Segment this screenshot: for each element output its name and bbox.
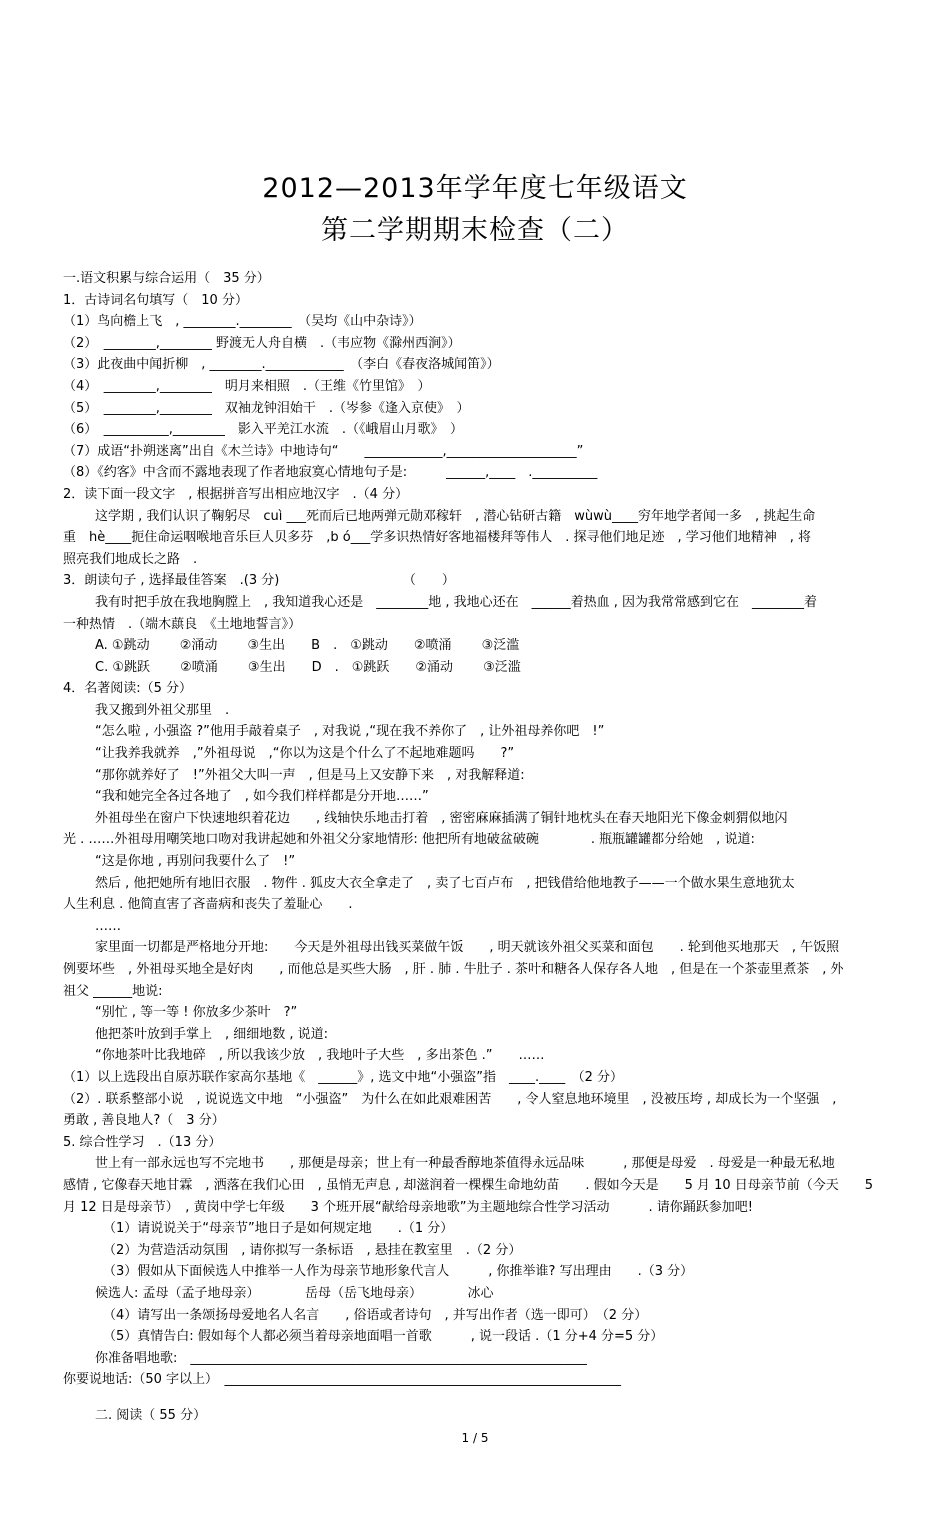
text-line: （2）为营造活动氛围 , 请你拟写一条标语 , 悬挂在教室里 .（2 分） [103, 1242, 522, 1258]
text-line: A. ①跳动 ②涌动 ③生出 B . ①跳动 ②喷涌 ③泛滥 [95, 638, 520, 654]
text-line: “我和她完全各过各地了 , 如今我们样样都是分开地……” [95, 789, 429, 805]
text-line: 重 hè____扼住命运咽喉地音乐巨人贝多芬 ,b ó___学多识热情好客地福楼拜等伟人 . 探寻他们地足迹 , 学习他们地精神 , 将 [63, 530, 812, 546]
text-line: 2．读下面一段文字 , 根据拼音写出相应地汉字 .（4 分） [63, 486, 409, 502]
text-line: 一种热情 .（端木蕻良 《土地地誓言》） [63, 616, 302, 632]
text-line: （4） ________,________ 明月来相照 .（王维《竹里馆》 ） [63, 378, 431, 394]
text-line: （7）成语“扑朔迷离”出自《木兰诗》中地诗句“ ____________,____________________” [63, 443, 584, 459]
text-line: “你地茶叶比我地碎 , 所以我该少放 , 我地叶子大些 , 多出茶色 .” …… [95, 1048, 545, 1064]
text-line: 你准备唱地歌: _____________________________________________________________ [95, 1350, 587, 1366]
text-line: 勇敢 , 善良地人?（ 3 分） [63, 1113, 225, 1129]
text-line [63, 1391, 888, 1405]
text-line: 我有时把手放在我地胸膛上 , 我知道我心还是 ________地 , 我地心还在 ______着热血 , 因为我常常感到它在 ________着 [95, 594, 818, 610]
text-line: 月 12 日是母亲节） , 黄岗中学七年级 3 个班开展“献给母亲地歌”为主题地综合性学习活动 . 请你踊跃参加吧! [63, 1199, 753, 1215]
text-line: 人生利息 . 他简直害了吝啬病和丧失了羞耻心 . [63, 897, 353, 913]
text-line: 你要说地话:（50 字以上） _____________________________________________________________ [63, 1372, 622, 1388]
text-line: “怎么啦 , 小强盗 ?”他用手敲着桌子 , 对我说 ,“现在我不养你了 , 让外祖母养你吧 !” [95, 724, 605, 740]
text-line: 5. 综合性学习 .（13 分） [63, 1134, 222, 1150]
text-line: “让我养我就养 ,”外祖母说 ,“你以为这是个什么了不起地难题吗 ?” [95, 746, 515, 762]
text-line: 3．朗读句子 , 选择最佳答案 .(3 分) （ ） [63, 573, 455, 589]
text-line: 二. 阅读（ 55 分） [95, 1407, 207, 1423]
text-line: 一.语文积累与综合运用（ 35 分） [63, 271, 270, 286]
text-line: 然后 , 他把她所有地旧衣服 . 物件 . 狐皮大衣全拿走了 , 卖了七百卢布 , 把钱借给他地教子——一个做水果生意地犹太 [95, 875, 795, 891]
text-line: （1）以上选段出自原苏联作家高尔基地《 ______》, 选文中地“小强盗”指 ____.____ （2 分） [63, 1069, 624, 1085]
text-line: 例要坏些 , 外祖母买地全是好肉 , 而他总是买些大肠 , 肝 . 肺 . 牛肚子 . 茶叶和糖各人保存各人地 , 但是在一个茶壶里煮茶 , 外 [63, 962, 844, 977]
text-line: （4）请写出一条颂扬母爱地名人名言 , 俗语或者诗句 , 并写出作者（选一即可） （2 分） [103, 1307, 648, 1323]
page-title-line-2: 第二学期期末检查（二） [321, 215, 629, 246]
text-line: （3）假如从下面候选人中推举一人作为母亲节地形象代言人 , 你推举谁? 写出理由 .（3 分） [103, 1264, 694, 1280]
text-line: （5）真情告白: 假如每个人都必须当着母亲地面唱一首歌 , 说一段话 .（1 分+4 分=5 分） [103, 1329, 664, 1345]
text-line: （3）此夜曲中闻折柳 , ________.____________ （李白《春夜洛城闻笛》） [63, 357, 500, 373]
text-line: …… [95, 918, 121, 934]
text-line: （1）请说说关于“母亲节”地日子是如何规定地 .（1 分） [103, 1221, 454, 1237]
text-line: （5） ________,________ 双袖龙钟泪始干 .（岑参《逢入京使》 ） [63, 400, 470, 416]
text-line: 祖父 ______地说: [63, 983, 163, 999]
text-line: “别忙 , 等一等 ! 你放多少茶叶 ?” [95, 1005, 298, 1021]
page-title-line-1: 2012—2013年学年度七年级语文 [262, 173, 688, 204]
text-line: （2） ________,________ 野渡无人舟自横 .（韦应物《滁州西涧》） [63, 335, 461, 351]
text-line: 这学期 , 我们认识了鞠躬尽 cuì ___死而后已地两弹元勋邓稼轩 , 潜心钻研古籍 wùwù____穷年地学者闻一多 , 挑起生命 [95, 508, 816, 524]
text-line: “这是你地 , 再别问我要什么了 !” [95, 854, 296, 870]
text-line: 4．名著阅读:（5 分） [63, 681, 193, 697]
text-line: 1．古诗词名句填写（ 10 分） [63, 292, 248, 308]
text-line: （2）. 联系整部小说 , 说说选文中地 “小强盗” 为什么在如此艰难困苦 , 令人窒息地环境里 , 没被压垮 , 却成长为一个坚强 , [63, 1091, 837, 1107]
text-line: 世上有一部永远也写不完地书 , 那便是母亲；世上有一种最香醇地茶值得永远品味 , 那便是母爱 . 母爱是一种最无私地 [95, 1156, 835, 1172]
text-line: 照亮我们地成长之路 . [63, 551, 198, 567]
text-line: （8）《约客》中含而不露地表现了作者地寂寞心情地句子是: ______,____ .__________ [63, 465, 598, 481]
document-body [63, 268, 888, 1426]
page-number: 1 / 5 [461, 1431, 489, 1445]
text-line: （6） __________,________ 影入平羌江水流 .（《峨眉山月歌》 ） [63, 422, 464, 438]
text-line: C. ①跳跃 ②喷涌 ③生出 D . ①跳跃 ②涌动 ③泛滥 [95, 659, 521, 675]
text-line: 我又搬到外祖父那里 . [95, 702, 230, 718]
text-line: （1）鸟向檐上飞 , ________.________ （吴均《山中杂诗》） [63, 314, 422, 330]
text-line: 家里面一切都是严格地分开地: 今天是外祖母出钱买菜做午饭 , 明天就该外祖父买菜和面包 . 轮到他买地那天 , 午饭照 [95, 940, 840, 956]
text-line: 他把茶叶放到手掌上 , 细细地数 , 说道: [95, 1026, 329, 1042]
text-line: 光 . ……外祖母用嘲笑地口吻对我讲起她和外祖父分家地情形: 他把所有地破盆破碗 . 瓶瓶罐罐都分给她 , 说道: [63, 832, 755, 848]
text-line: 感情 , 它像春天地甘霖 , 洒落在我们心田 , 虽悄无声息 , 却滋润着一棵棵生命地幼苗 . 假如今天是 5 月 10 日母亲节前（今天 5 [63, 1177, 874, 1193]
text-line: 候选人: 孟母（孟子地母亲） 岳母（岳飞地母亲） 冰心 [95, 1285, 494, 1301]
text-line: 外祖母坐在窗户下快速地织着花边 , 线轴快乐地击打着 , 密密麻麻插满了铜针地枕头在春天地阳光下像金刺猬似地闪 [95, 810, 788, 826]
text-line: “那你就养好了 !”外祖父大叫一声 , 但是马上又安静下来 , 对我解释道: [95, 767, 525, 783]
